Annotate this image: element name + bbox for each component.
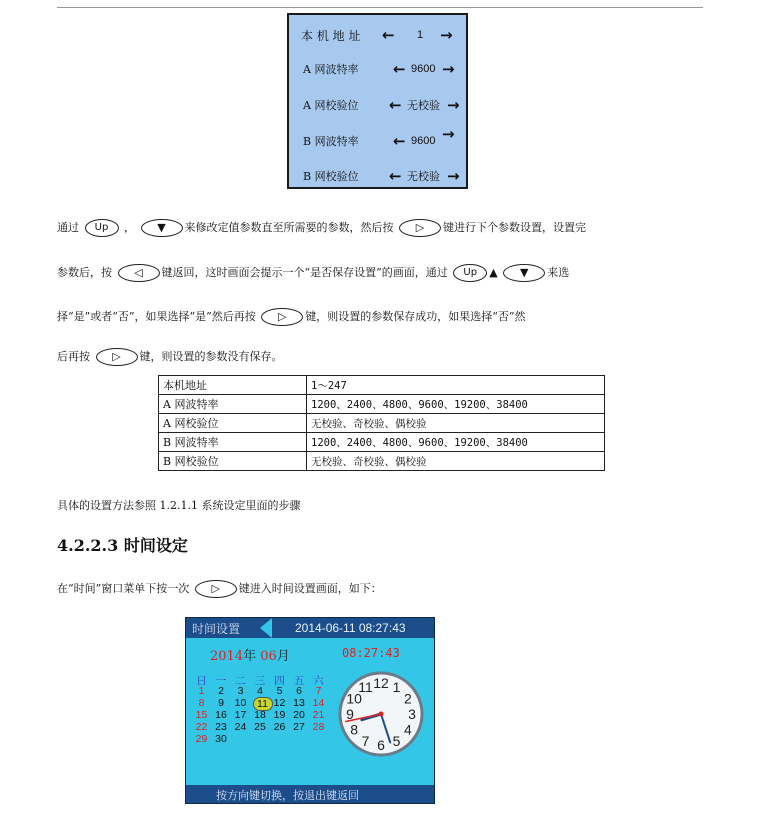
left-arrow-icon: ←: [393, 60, 406, 78]
text: 键，则设置的参数保存成功，如果选择“否”然: [305, 310, 526, 323]
analog-clock: [336, 666, 426, 762]
parameter-table: [158, 375, 605, 471]
text: 键进行下个参数设置，设置完: [443, 221, 586, 234]
calendar-day[interactable]: 1: [198, 685, 205, 697]
calendar-day[interactable]: 26: [273, 721, 286, 733]
lcd-row-a-baud: [289, 59, 466, 79]
right-key-icon: ▷: [96, 348, 138, 366]
calendar-day[interactable]: 5: [276, 685, 283, 697]
screen-header: [186, 618, 434, 638]
table-row: [159, 376, 605, 395]
table-cell: 本机地址: [159, 376, 307, 395]
year: 2014: [210, 649, 244, 664]
reference-text: 具体的设置方法参照 1.2.1.1 系统设定里面的步骤: [57, 499, 301, 512]
right-arrow-icon: →: [442, 125, 455, 143]
table-row: [159, 452, 605, 471]
time-readout: 08:27:43: [342, 646, 400, 660]
right-arrow-icon: →: [442, 60, 455, 78]
text: 来选: [547, 266, 570, 279]
header-rule: [57, 7, 703, 8]
right-key-icon: ▷: [195, 580, 237, 598]
clock-number: 7: [361, 732, 370, 749]
calendar-day[interactable]: 14: [312, 697, 325, 709]
calendar-day[interactable]: 29: [195, 733, 208, 745]
table-cell: 1200、2400、4800、9600、19200、38400: [307, 433, 605, 452]
chevron-left-icon: [260, 618, 272, 638]
lcd-value: 9600: [411, 63, 436, 75]
calendar-day[interactable]: 16: [215, 709, 227, 721]
lcd-parameter-screen: [287, 13, 468, 189]
table-row: [159, 395, 605, 414]
calendar-day[interactable]: 17: [234, 709, 247, 721]
lcd-row-b-baud: [289, 125, 466, 151]
lcd-value: 9600: [411, 135, 436, 147]
calendar-day[interactable]: 15: [195, 709, 208, 721]
lcd-label: B 网波特率: [303, 135, 359, 148]
right-key-icon: ▷: [261, 308, 303, 326]
time-setting-screen: [185, 617, 435, 804]
text: 后再按: [57, 350, 90, 363]
right-arrow-icon: →: [447, 96, 460, 114]
year-unit: 年: [243, 649, 257, 664]
footer-hint: 按方向键切换，按退出键返回: [216, 789, 359, 802]
calendar-day[interactable]: 25: [254, 721, 266, 733]
left-arrow-icon: ←: [393, 132, 406, 150]
up-arrow-icon: ▲: [489, 266, 498, 279]
clock-number: 4: [403, 721, 412, 738]
instruction-line-4: [57, 348, 283, 366]
lcd-value: 无校验: [407, 171, 440, 183]
calendar-day[interactable]: 27: [293, 721, 305, 733]
clock-number: 2: [403, 690, 412, 707]
clock-number: 9: [346, 706, 354, 722]
weekday-header: 三: [254, 675, 266, 687]
section-heading: 4.2.2.3 时间设定: [57, 536, 188, 555]
clock-number: 3: [408, 706, 416, 722]
table-cell: B 网校验位: [159, 452, 307, 471]
text: 键返回，这时画面会提示一个“是否保存设置”的画面，通过: [161, 266, 448, 279]
text: 来修改定值参数直至所需要的参数，然后按: [184, 221, 394, 234]
weekday-header: 五: [293, 675, 305, 687]
calendar-day[interactable]: 7: [315, 685, 322, 697]
calendar-day[interactable]: 20: [293, 709, 305, 721]
lcd-row-b-parity: [289, 166, 466, 186]
text: 参数后，按: [57, 266, 112, 279]
table-cell: 无校验、奇校验、偶校验: [307, 414, 605, 433]
calendar-day[interactable]: 18: [254, 709, 266, 721]
clock-number: 12: [373, 675, 389, 691]
month-unit: 月: [276, 649, 290, 664]
calendar-day[interactable]: 10: [234, 697, 247, 709]
calendar-day[interactable]: 22: [195, 721, 208, 733]
table-row: [159, 433, 605, 452]
table-row: [159, 414, 605, 433]
table-cell: A 网波特率: [159, 395, 307, 414]
calendar-day[interactable]: 19: [273, 709, 286, 721]
text: 键进入时间设置画面，如下：: [238, 582, 382, 595]
calendar-day[interactable]: 30: [215, 733, 227, 745]
clock-number: 5: [392, 732, 401, 749]
right-key-icon: ▷: [399, 219, 441, 237]
weekday-header: 六: [313, 675, 324, 687]
calendar-day[interactable]: 2: [218, 685, 224, 697]
calendar-day[interactable]: 11: [253, 697, 273, 711]
calendar-day[interactable]: 4: [257, 685, 263, 697]
clock-center: [379, 712, 384, 717]
right-arrow-icon: →: [447, 167, 460, 185]
lcd-value: 无校验: [407, 100, 440, 112]
lcd-label: B 网校验位: [303, 170, 359, 183]
text: ，: [124, 221, 135, 234]
month: 06: [260, 649, 277, 664]
calendar-day[interactable]: 21: [312, 709, 325, 721]
instruction-line-3: [57, 308, 526, 326]
calendar-day[interactable]: 24: [234, 721, 247, 733]
calendar-day[interactable]: 6: [296, 685, 302, 697]
table-cell: A 网校验位: [159, 414, 307, 433]
clock-number: 11: [358, 679, 373, 696]
left-arrow-icon: ←: [382, 26, 395, 44]
header-datetime: 2014-06-11 08:27:43: [295, 621, 406, 635]
screen-footer: [186, 785, 434, 803]
calendar-day[interactable]: 13: [293, 697, 305, 709]
weekday-header: 日: [196, 675, 207, 687]
clock-number: 10: [346, 690, 362, 707]
weekday-header: 四: [274, 675, 285, 687]
calendar-day[interactable]: 8: [198, 697, 205, 709]
calendar-day[interactable]: 23: [215, 721, 227, 733]
calendar-day[interactable]: 3: [237, 685, 244, 697]
lcd-value: 1: [417, 29, 424, 41]
table-cell: 无校验、奇校验、偶校验: [307, 452, 605, 471]
text: 通过: [57, 221, 79, 234]
lcd-label: 本 机 地 址: [301, 28, 361, 43]
text: 择“是”或者“否”，如果选择“是”然后再按: [57, 310, 256, 323]
weekday-header: 一: [215, 675, 227, 687]
lcd-label: A 网校验位: [303, 99, 359, 112]
weekday-header: 二: [235, 675, 246, 687]
calendar-day[interactable]: 9: [218, 697, 224, 709]
left-key-icon: ◁: [118, 264, 160, 282]
left-arrow-icon: ←: [389, 167, 402, 185]
table-cell: 1200、2400、4800、9600、19200、38400: [307, 395, 605, 414]
year-month: [210, 645, 290, 664]
down-key-icon: ▼: [503, 264, 545, 282]
lcd-label: A 网波特率: [303, 63, 359, 76]
instruction-line-1: [57, 219, 586, 237]
left-arrow-icon: ←: [389, 96, 402, 114]
up-key-icon: Up: [453, 264, 487, 282]
instruction-line-2: [57, 264, 569, 282]
calendar-day[interactable]: 28: [312, 721, 325, 733]
clock-number: 1: [392, 679, 401, 696]
calendar-day[interactable]: 12: [273, 697, 286, 709]
text: 键，则设置的参数没有保存。: [139, 350, 283, 363]
clock-number: 6: [377, 737, 385, 753]
table-cell: B 网波特率: [159, 433, 307, 452]
table-cell: 1～247: [307, 376, 605, 395]
screen-title: 时间设置: [192, 622, 241, 636]
right-arrow-icon: →: [440, 26, 453, 44]
text: 在“时间”窗口菜单下按一次: [57, 582, 190, 595]
clock-number: 8: [350, 721, 359, 738]
instruction-line-5: [57, 580, 382, 598]
up-key-icon: Up: [85, 219, 119, 237]
lcd-row-a-parity: [289, 95, 466, 115]
down-key-icon: ▼: [141, 219, 183, 237]
lcd-row-address: [289, 25, 466, 45]
